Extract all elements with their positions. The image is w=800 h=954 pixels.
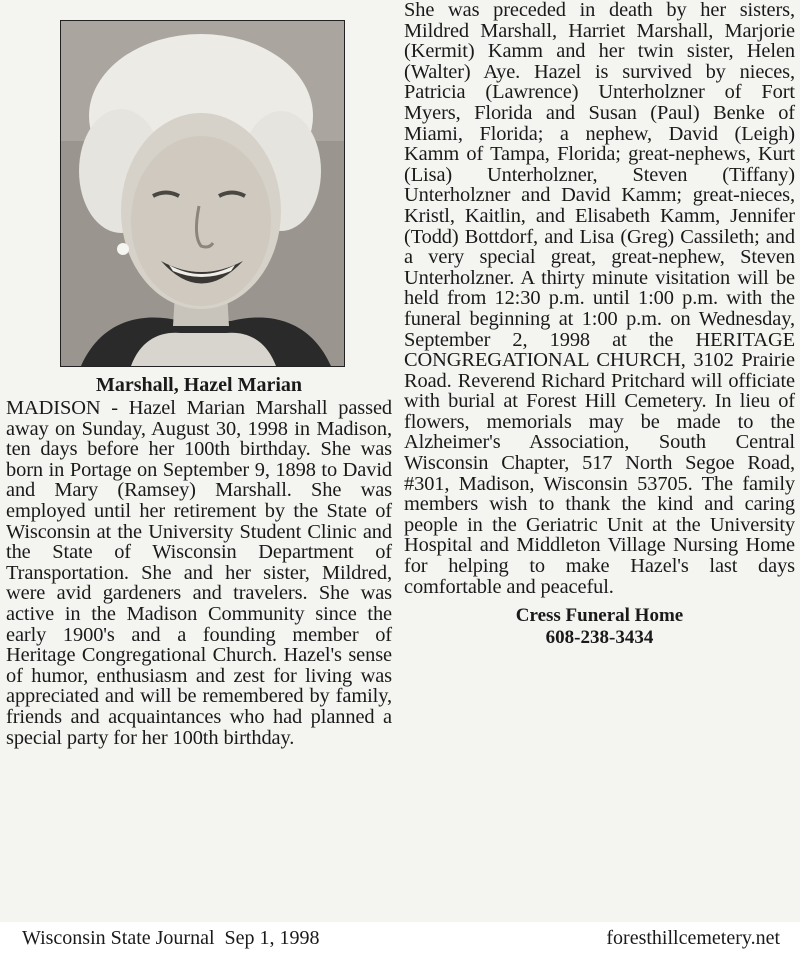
website-credit: foresthillcemetery.net (606, 927, 780, 949)
deceased-name-heading: Marshall, Hazel Marian (95, 374, 303, 396)
portrait-image (61, 21, 344, 366)
funeral-home-phone: 608-238-3434 (545, 627, 654, 649)
obituary-text-part-1: MADISON - Hazel Marian Marshall passed away on Sunday, August 30, 1998 in Madison, ten days before her 100th birthday. She was born in Portage on September 9, 1898 to David and Mary (Ramsey) Marshall. She was employed until her retirement by the State of Wisconsin at the University Student Clinic and the State of Wisconsin Department of Transportation. She and her sister, Mildred, were avid gardeners and travelers. She was active in the Madison Community since the early 1900's and a founding member of Heritage Congregational Church. Hazel's sense of humor, enthusiasm and zest for living was appreciated and will be remembered by family, friends and acquaintances who had planned a special party for her 100th birthday. (6, 397, 392, 749)
portrait-photo (60, 20, 345, 367)
newspaper-source: Wisconsin State Journal Sep 1, 1998 (22, 927, 320, 949)
obituary-text-part-2: She was preceded in death by her sisters, Mildred Marshall, Harriet Marshall, Marjorie (Kermit) Kamm and her twin sister, Helen (Walter) Aye. Hazel is survived by nieces, Patricia (Lawrence) Unterholzner of Fort Myers, Florida and Susan (Paul) Benke of Miami, Florida; a nephew, David (Leigh) Kamm of Tampa, Florida; great-nephews, Kurt (Lisa) Unterholzner, Steven (Tiffany) Unterholzner and David Kamm; great-nieces, Kristl, Kaitlin, and Elisabeth Kamm, Jennifer (Todd) Bottdorf, and Lisa (Greg) Cassileth; and a very special great, great-nephew, Steven Unterholzner. A thirty minute visitation will be held from 12:30 p.m. until 1:00 p.m. with the funeral beginning at 1:00 p.m. on Wednesday, September 2, 1998 at the HERITAGE CONGREGATIONAL CHURCH, 3102 Prairie Road. Reverend Richard Pritchard will officiate with burial at Forest Hill Cemetery. In lieu of flowers, memorials may be made to the Alzheimer's Association, South Central Wisconsin Chapter, 517 North Segoe Road, #301, Madison, Wisconsin 53705. The family members wish to thank the kind and caring people in the Geriatric Unit at the University Hospital and Middleton Village Nursing Home for helping to make Hazel's last days comfortable and peaceful. (404, 0, 795, 598)
funeral-home-name: Cress Funeral Home (515, 605, 684, 627)
right-column (404, 0, 795, 649)
left-column (6, 368, 392, 748)
